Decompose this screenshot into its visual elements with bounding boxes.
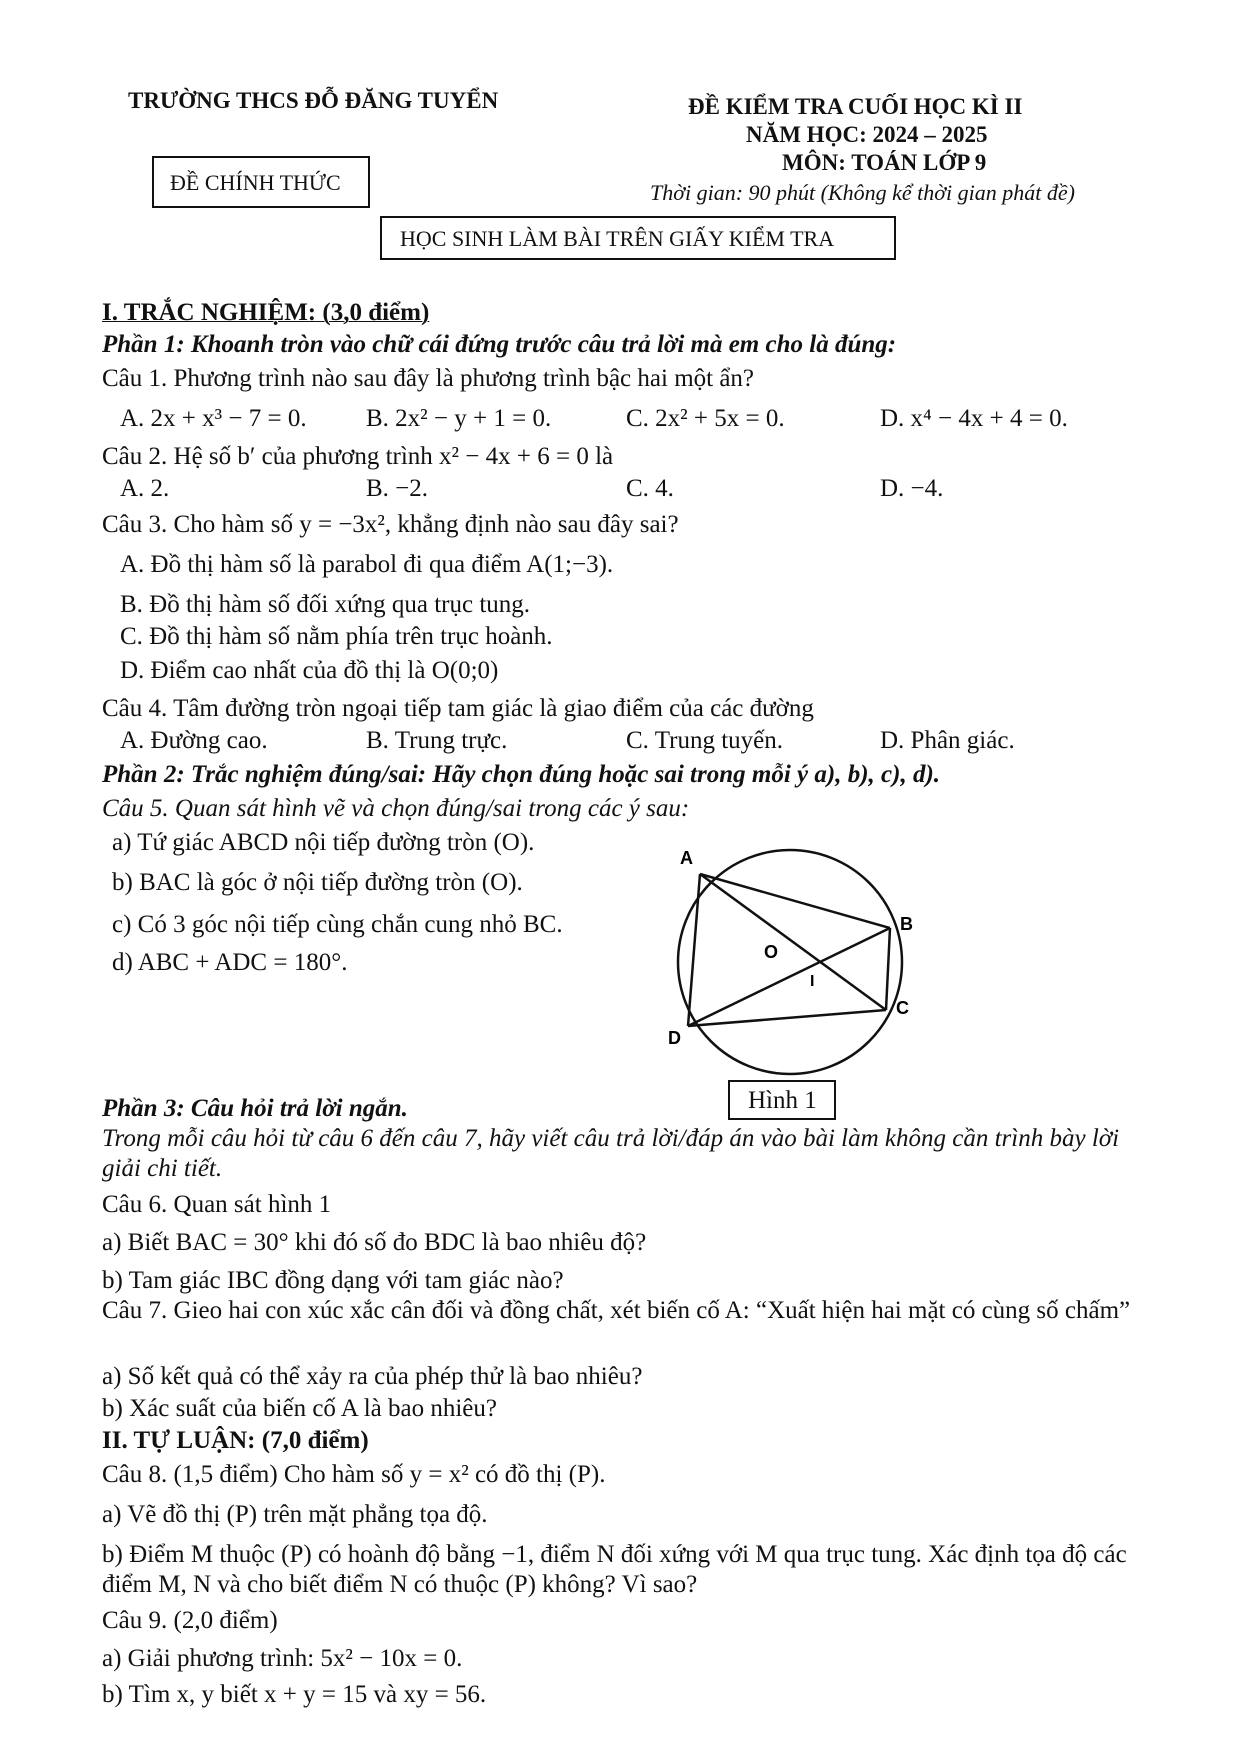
q3-option-a: A. Đồ thị hàm số là parabol đi qua điểm A(1;−3). [120, 551, 614, 578]
q1-stem: Câu 1. Phương trình nào sau đây là phương trình bậc hai một ẩn? [102, 365, 755, 392]
q9-stem: Câu 9. (2,0 điểm) [102, 1607, 278, 1634]
segment-ab [700, 874, 890, 928]
label-a: A [680, 848, 693, 868]
subject: MÔN: TOÁN LỚP 9 [782, 150, 987, 175]
figure-caption: Hình 1 [748, 1087, 817, 1114]
q7-stem: Câu 7. Gieo hai con xúc xắc cân đối và đồng chất, xét biến cố A: “Xuất hiện hai mặt có cùng số chấm” [102, 1297, 1131, 1324]
q3-option-d: D. Điểm cao nhất của đồ thị là O(0;0) [120, 657, 499, 684]
part1-heading: Phần 1: Khoanh tròn vào chữ cái đứng trước câu trả lời mà em cho là đúng: [102, 331, 897, 358]
section2-title: II. TỰ LUẬN: (7,0 điểm) [102, 1427, 369, 1454]
q8-part-a: a) Vẽ đồ thị (P) trên mặt phẳng tọa độ. [102, 1501, 488, 1528]
part3-heading: Phần 3: Câu hỏi trả lời ngắn. [102, 1095, 408, 1122]
figure-circle-diagram [660, 840, 920, 1080]
q7-part-a: a) Số kết quả có thể xảy ra của phép thử là bao nhiêu? [102, 1363, 643, 1390]
q6-part-b: b) Tam giác IBC đồng dạng với tam giác nào? [102, 1267, 564, 1294]
q4-stem: Câu 4. Tâm đường tròn ngoại tiếp tam giác là giao điểm của các đường [102, 695, 814, 722]
q4-option-b: B. Trung trực. [366, 727, 508, 754]
q2-option-b: B. −2. [366, 475, 429, 502]
label-i: I [810, 973, 815, 990]
part2-heading: Phần 2: Trắc nghiệm đúng/sai: Hãy chọn đúng hoặc sai trong mỗi ý a), b), c), d). [102, 761, 941, 788]
q9-part-a: a) Giải phương trình: 5x² − 10x = 0. [102, 1645, 463, 1672]
q5-statement-d: d) ABC + ADC = 180°. [112, 949, 348, 976]
q6-stem: Câu 6. Quan sát hình 1 [102, 1191, 332, 1218]
q5-statement-b: b) BAC là góc ở nội tiếp đường tròn (O). [112, 869, 523, 896]
instruction-box [380, 216, 896, 260]
figure-caption-box [728, 1080, 836, 1120]
q8-part-b: b) Điểm M thuộc (P) có hoành độ bằng −1, điểm N đối xứng với M qua trục tung. Xác định tọa độ các điểm M, N và cho biết điểm N có thuộc (P) không? Vì sao? [102, 1541, 1127, 1598]
q4-option-d: D. Phân giác. [880, 727, 1015, 754]
q2-option-d: D. −4. [880, 475, 944, 502]
label-d: D [668, 1028, 681, 1048]
q7-part-b: b) Xác suất của biến cố A là bao nhiêu? [102, 1395, 497, 1422]
section1-title: I. TRẮC NGHIỆM: (3,0 điểm) [102, 299, 430, 326]
q6-part-a: a) Biết BAC = 30° khi đó số đo BDC là bao nhiêu độ? [102, 1229, 647, 1256]
label-c: C [896, 998, 909, 1018]
segment-da [688, 874, 700, 1026]
q1-option-a: A. 2x + x³ − 7 = 0. [120, 405, 307, 432]
q8-stem: Câu 8. (1,5 điểm) Cho hàm số y = x² có đồ thị (P). [102, 1461, 606, 1488]
q4-option-c: C. Trung tuyến. [626, 727, 783, 754]
diagonal-ac [700, 874, 886, 1010]
school-name: TRƯỜNG THCS ĐỖ ĐĂNG TUYỂN [128, 88, 499, 113]
q3-option-b: B. Đồ thị hàm số đối xứng qua trục tung. [120, 591, 531, 618]
label-b: B [900, 914, 913, 934]
school-year: NĂM HỌC: 2024 – 2025 [746, 122, 988, 147]
q5-statement-a: a) Tứ giác ABCD nội tiếp đường tròn (O). [112, 829, 535, 856]
q9-part-b: b) Tìm x, y biết x + y = 15 và xy = 56. [102, 1681, 487, 1708]
segment-bc [886, 928, 890, 1010]
q1-option-d: D. x⁴ − 4x + 4 = 0. [880, 405, 1068, 432]
label-o: O [764, 942, 779, 962]
instruction: HỌC SINH LÀM BÀI TRÊN GIẤY KIỂM TRA [400, 226, 835, 251]
exam-title: ĐỀ KIỂM TRA CUỐI HỌC KÌ II [688, 94, 1023, 119]
q3-option-c: C. Đồ thị hàm số nằm phía trên trục hoành. [120, 623, 553, 650]
q2-option-c: C. 4. [626, 475, 674, 502]
q3-stem: Câu 3. Cho hàm số y = −3x², khẳng định nào sau đây sai? [102, 511, 679, 538]
official-label-box [152, 156, 370, 208]
q5-stem: Câu 5. Quan sát hình vẽ và chọn đúng/sai trong các ý sau: [102, 795, 690, 822]
q5-statement-c: c) Có 3 góc nội tiếp cùng chắn cung nhỏ BC. [112, 911, 563, 938]
official-label: ĐỀ CHÍNH THỨC [170, 170, 341, 195]
q1-option-b: B. 2x² − y + 1 = 0. [366, 405, 552, 432]
q2-option-a: A. 2. [120, 475, 170, 502]
exam-time: Thời gian: 90 phút (Không kể thời gian phát đề) [650, 180, 1075, 205]
q1-option-c: C. 2x² + 5x = 0. [626, 405, 785, 432]
q2-stem: Câu 2. Hệ số b′ của phương trình x² − 4x + 6 = 0 là [102, 443, 614, 470]
part3-note: Trong mỗi câu hỏi từ câu 6 đến câu 7, hãy viết câu trả lời/đáp án vào bài làm không cần trình bày lời giải chi tiết. [102, 1125, 1120, 1182]
q4-option-a: A. Đường cao. [120, 727, 268, 754]
